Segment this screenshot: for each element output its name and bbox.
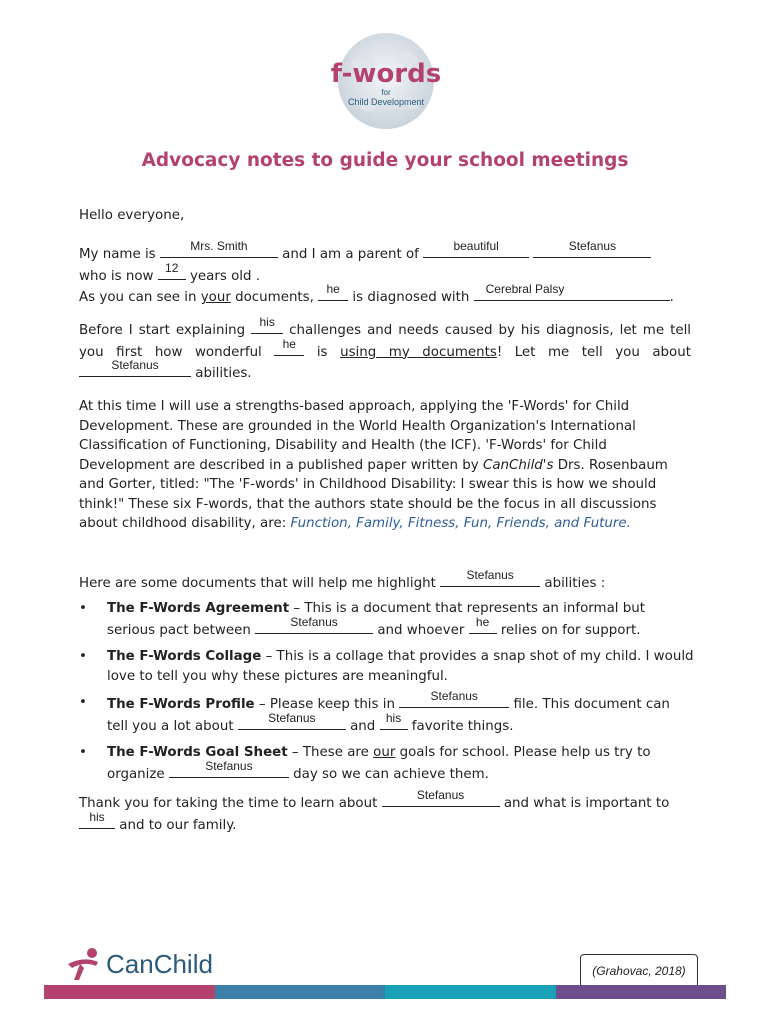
f-words-logo [326,32,446,130]
list-item-agreement [79,599,694,640]
bullet-text: – This is a document that represents an informal but serious pact between [107,601,646,638]
his-value: his [385,710,402,725]
list-item-profile [79,689,694,736]
list-item-goal-sheet [79,743,694,784]
para-text: ! Let me tell you about [496,344,691,360]
your-underlined: your [200,290,231,305]
child-name-value: Stefanus [568,239,617,253]
para-text: Drs. Rosenbaum and Gorter, titled: "The 'F-words' in Childhood Disability: I swear this is how we should think!" These six F-words, that the authors state should be the focus in all discussions about childhood disability, are: [79,457,668,531]
intro-text: who is now [79,268,158,284]
intro-paragraph [79,239,699,308]
page-title: Advocacy notes to guide your school meetings [141,150,629,171]
age-blank[interactable] [158,260,186,280]
his-value: his [89,809,105,824]
adjective-blank[interactable] [423,239,529,258]
bullet-text: relies on for support. [496,622,641,638]
intro-text: My name is [79,247,160,262]
bullet-title: The F-Words Profile [107,697,255,712]
child-name-value: Stefanus [416,788,465,802]
bullet-text: – Please keep this in [254,697,400,712]
age-value: 12 [165,260,179,275]
closing-text: and what is important to [499,796,670,811]
docs-intro-text: Here are some documents that will help me highlight [79,576,441,591]
bullet-text: file. This document can tell you a lot about [107,697,670,734]
footer-bar-segment [385,985,556,999]
canchild-logo [66,945,213,983]
bullet-title: The F-Words Agreement [107,601,290,616]
child-name-value: Stefanus [268,710,316,725]
para-text: Before I start explaining [79,323,252,338]
his-value: his [259,315,275,329]
footer-bar-segment [215,985,386,999]
his-blank[interactable] [251,315,283,334]
bullet-title: The F-Words Collage [107,649,262,664]
canchild-italic: CanChild's [482,457,554,473]
child-name-value: Stefanus [111,358,159,372]
child-name-blank[interactable] [169,758,289,778]
intro-text: is diagnosed with [348,290,474,305]
using-documents-underlined: using my documents [340,344,497,360]
he-blank[interactable] [469,614,497,634]
diagnosis-blank[interactable] [474,282,670,301]
our-underlined: our [373,745,396,760]
para-text: challenges and needs caused by his diagnosis, let me tell you first how wonderful [79,323,692,360]
canchild-brand: CanChild [106,948,213,979]
f-words-approach-paragraph [79,397,694,534]
parent-name-value: Mrs. Smith [190,239,248,253]
his-blank[interactable] [380,710,408,730]
footer-bar-segment [44,985,215,999]
footer-bar-segment [556,985,727,999]
child-name-blank[interactable] [533,239,651,258]
list-item-collage [79,647,694,686]
bullet-text: favorite things. [407,718,514,734]
intro-text: As you can see in [79,290,201,305]
para-text: abilities. [191,366,252,381]
pronoun-blank[interactable] [318,282,348,301]
parent-name-blank[interactable] [160,239,278,258]
documents-intro [79,568,606,594]
child-name-blank[interactable] [399,689,509,708]
child-name-value: Stefanus [430,689,478,703]
documents-list [79,599,694,791]
closing-text: Thank you for taking the time to learn about [79,796,382,811]
child-name-blank[interactable] [440,568,540,587]
child-name-blank[interactable] [382,788,500,807]
he-value: he [282,336,296,351]
intro-text: . [669,290,674,305]
logo-word: f-words [330,59,442,89]
he-value: he [475,614,490,629]
footer-color-bar [44,985,726,999]
bullet-text: goals for school. Please help us try to organize [107,745,651,782]
pronoun-value: he [326,282,340,296]
greeting: Hello everyone, [79,208,185,223]
child-name-value: Stefanus [466,568,514,582]
logo-sub-child-development: Child Development [347,97,425,107]
child-name-value: Stefanus [290,614,338,629]
f-words-list: Function, Family, Fitness, Fun, Friends, and Future. [290,516,631,531]
child-name-blank[interactable] [255,614,373,634]
abilities-paragraph [79,315,692,384]
child-name-blank[interactable] [79,358,191,377]
bullet-text: – These are [287,745,374,760]
child-name-blank[interactable] [238,710,346,730]
logo-sub-for: for [381,88,391,97]
bullet-text: and [345,718,380,734]
canchild-figure-icon [66,946,102,982]
adjective-value: beautiful [453,239,499,253]
closing-paragraph [79,788,699,835]
intro-text: and I am a parent of [277,247,424,262]
bullet-title: The F-Words Goal Sheet [107,745,288,760]
docs-intro-text: abilities : [540,576,606,591]
para-text: At this time I will use a strengths-based approach, applying the 'F-Words' for Child Development. These are grounded in the World Health Organization's International Classification of Functioning, Disability and Health (the ICF). 'F-Words' for Child Development are described in a published paper written by [79,399,636,473]
he-blank[interactable] [274,336,304,356]
bullet-text: day so we can achieve them. [288,766,489,782]
intro-text: years old . [185,268,261,284]
citation-box: (Grahovac, 2018) [580,954,698,988]
diagnosis-value: Cerebral Palsy [485,282,565,296]
closing-text: and to our family. [115,817,237,833]
bullet-text: – This is a collage that provides a snap shot of my child. I would love to tell you why these pictures are meaningful. [107,649,694,684]
bullet-text: and whoever [373,622,469,638]
child-name-value: Stefanus [205,758,253,773]
intro-text: documents, [230,290,319,305]
his-blank[interactable] [79,809,115,829]
para-text: is [304,344,341,360]
